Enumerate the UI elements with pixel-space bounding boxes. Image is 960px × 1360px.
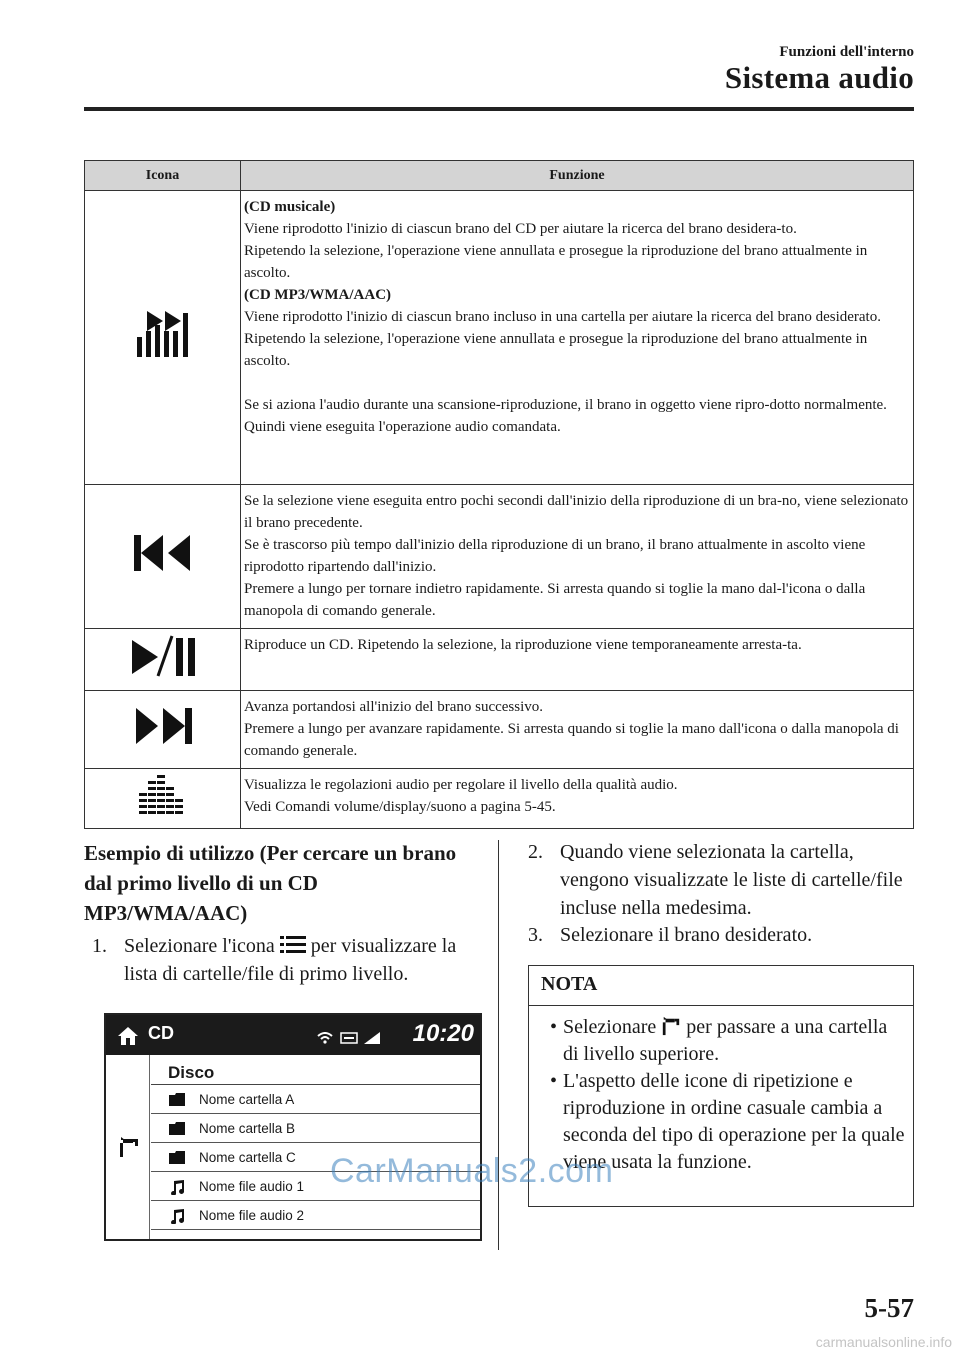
cd-screen-illustration <box>104 1013 482 1241</box>
scan-icon <box>133 309 193 359</box>
sound-settings-icon <box>134 773 192 817</box>
list-item[interactable] <box>151 1201 480 1230</box>
folder-icon <box>169 1151 185 1164</box>
list-item[interactable] <box>151 1085 480 1114</box>
step-number: 2. <box>528 841 543 863</box>
status-icons <box>317 1029 380 1047</box>
desc-text: Ripetendo la selezione, l'operazione viene annullata e prosegue la riproduzione del brano attualmente in ascolto. <box>244 243 868 281</box>
note-title: NOTA <box>529 966 913 1006</box>
section-subtitle: Funzioni dell'interno <box>779 44 914 60</box>
step-text-after: per visualizzare la lista di cartelle/file di primo livello. <box>124 935 457 985</box>
header-rule <box>84 107 914 111</box>
disco-label: Disco <box>168 1063 215 1082</box>
table-row <box>85 485 914 629</box>
icon-cell <box>85 769 241 829</box>
bullet: • <box>550 1016 558 1038</box>
desc-text: Se la selezione viene eseguita entro pochi secondi dall'inizio della riproduzione di un bra-no, viene selezionato il brano precedente. <box>244 493 909 531</box>
note-body <box>529 1006 913 1176</box>
desc-text: Avanza portandosi all'inizio del brano successivo. <box>244 699 544 715</box>
list-item[interactable] <box>151 1114 480 1143</box>
step-number: 3. <box>528 924 543 946</box>
table-header-row <box>85 161 914 191</box>
step-1 <box>92 932 482 988</box>
signal-icon <box>364 1032 380 1044</box>
col-icon-header: Icona <box>85 161 241 191</box>
desc-text: Ripetendo la selezione, l'operazione viene annullata e prosegue la riproduzione del brano attualmente in ascolto. <box>244 331 868 369</box>
list-item-label: Nome cartella C <box>199 1150 296 1165</box>
step-text-before: Selezionare l'icona <box>124 935 275 957</box>
list-item-label: Nome file audio 2 <box>199 1208 305 1223</box>
desc-text: Premere a lungo per tornare indietro rapidamente. Si arresta quando si toglie la mano dal-l'icona o dalla manopola di comando generale. <box>244 581 866 619</box>
music-note-icon <box>169 1180 185 1195</box>
folder-up-icon <box>661 1016 681 1036</box>
step-text: Quando viene selezionata la cartella, vengono visualizzate le liste di cartelle/file incluse nella medesima. <box>560 841 903 919</box>
screen-sidebar <box>106 1055 150 1239</box>
note-text: L'aspetto delle icone di ripetizione e riproduzione in ordine casuale cambia a seconda del tipo di operazione per la quale viene usata la funzione. <box>563 1070 905 1173</box>
icon-cell <box>85 191 241 485</box>
step-number: 1. <box>92 935 107 957</box>
step-2 <box>528 838 908 922</box>
icon-cell <box>85 629 241 691</box>
desc-text: (CD MP3/WMA/AAC) <box>244 287 392 303</box>
list-item-label: Nome file audio 1 <box>199 1179 305 1194</box>
description-cell <box>241 191 914 485</box>
icon-cell <box>85 691 241 769</box>
desc-text: Premere a lungo per avanzare rapidamente. Si arresta quando si toglie la mano dall'icona o dalla manopola di comando generale. <box>244 721 899 759</box>
list-item-label: Nome cartella A <box>199 1092 295 1107</box>
table-row <box>85 691 914 769</box>
table-row <box>85 191 914 485</box>
folder-icon <box>169 1122 185 1135</box>
desc-text: Visualizza le regolazioni audio per regolare il livello della qualità audio. <box>244 777 678 793</box>
folder-up-icon[interactable] <box>118 1137 140 1157</box>
desc-text: Riproduce un CD. Ripetendo la selezione, la riproduzione viene temporaneamente arresta-ta. <box>244 637 802 653</box>
description-cell <box>241 629 914 691</box>
screen-top-bar <box>106 1015 480 1055</box>
screen-header-row <box>151 1055 480 1085</box>
description-cell <box>241 691 914 769</box>
desc-text: Vedi Comandi volume/display/suono a pagina 5-45. <box>244 799 556 815</box>
desc-text: Se è trascorso più tempo dall'inizio della riproduzione di un brano, il brano attualmente in ascolto viene riprodotto ripartendo dall'inizio. <box>244 537 866 575</box>
clock: 10:20 <box>412 1020 474 1047</box>
table-row <box>85 769 914 829</box>
icon-cell <box>85 485 241 629</box>
watermark: CarManuals2.com <box>330 1152 614 1190</box>
list-item-label: Nome cartella B <box>199 1121 296 1136</box>
bullet: • <box>550 1070 558 1092</box>
screen-title: CD <box>148 1023 174 1043</box>
message-icon <box>340 1032 358 1044</box>
step-text <box>92 932 482 988</box>
site-watermark: carmanualsonline.info <box>815 1334 952 1350</box>
note-item <box>547 1014 905 1068</box>
desc-text: Viene riprodotto l'inizio di ciascun brano incluso in una cartella per aiutare la ricerca del brano desiderato. <box>244 309 881 325</box>
play-pause-icon <box>128 634 198 678</box>
description-cell <box>241 769 914 829</box>
note-text-after: per passare a una cartella di livello superiore. <box>563 1016 888 1065</box>
previous-track-icon <box>132 533 194 573</box>
home-icon[interactable] <box>117 1026 139 1046</box>
list-icon <box>280 935 306 955</box>
example-heading: Esempio di utilizzo (Per cercare un brano dal primo livello di un CD MP3/WMA/AAC) <box>84 841 457 925</box>
col-function-header: Funzione <box>241 161 914 191</box>
page-number: 5-57 <box>864 1293 914 1323</box>
desc-text: Se si aziona l'audio durante una scansione-riproduzione, il brano in oggetto viene ripro-dotto normalmente. Quindi viene eseguita l'operazione audio comandata. <box>244 397 887 435</box>
table-row <box>85 629 914 691</box>
desc-text: Viene riprodotto l'inizio di ciascun brano del CD per aiutare la ricerca del brano desidera-to. <box>244 221 797 237</box>
step-3 <box>528 921 908 949</box>
folder-icon <box>169 1093 185 1106</box>
page-title: Sistema audio <box>724 60 914 95</box>
wifi-icon <box>317 1032 333 1044</box>
next-track-icon <box>132 706 194 746</box>
note-text-before: Selezionare <box>563 1016 657 1038</box>
function-table <box>84 160 914 829</box>
step-text: Selezionare il brano desiderato. <box>560 924 813 946</box>
desc-text: (CD musicale) <box>244 199 336 215</box>
music-note-icon <box>169 1209 185 1224</box>
description-cell <box>241 485 914 629</box>
